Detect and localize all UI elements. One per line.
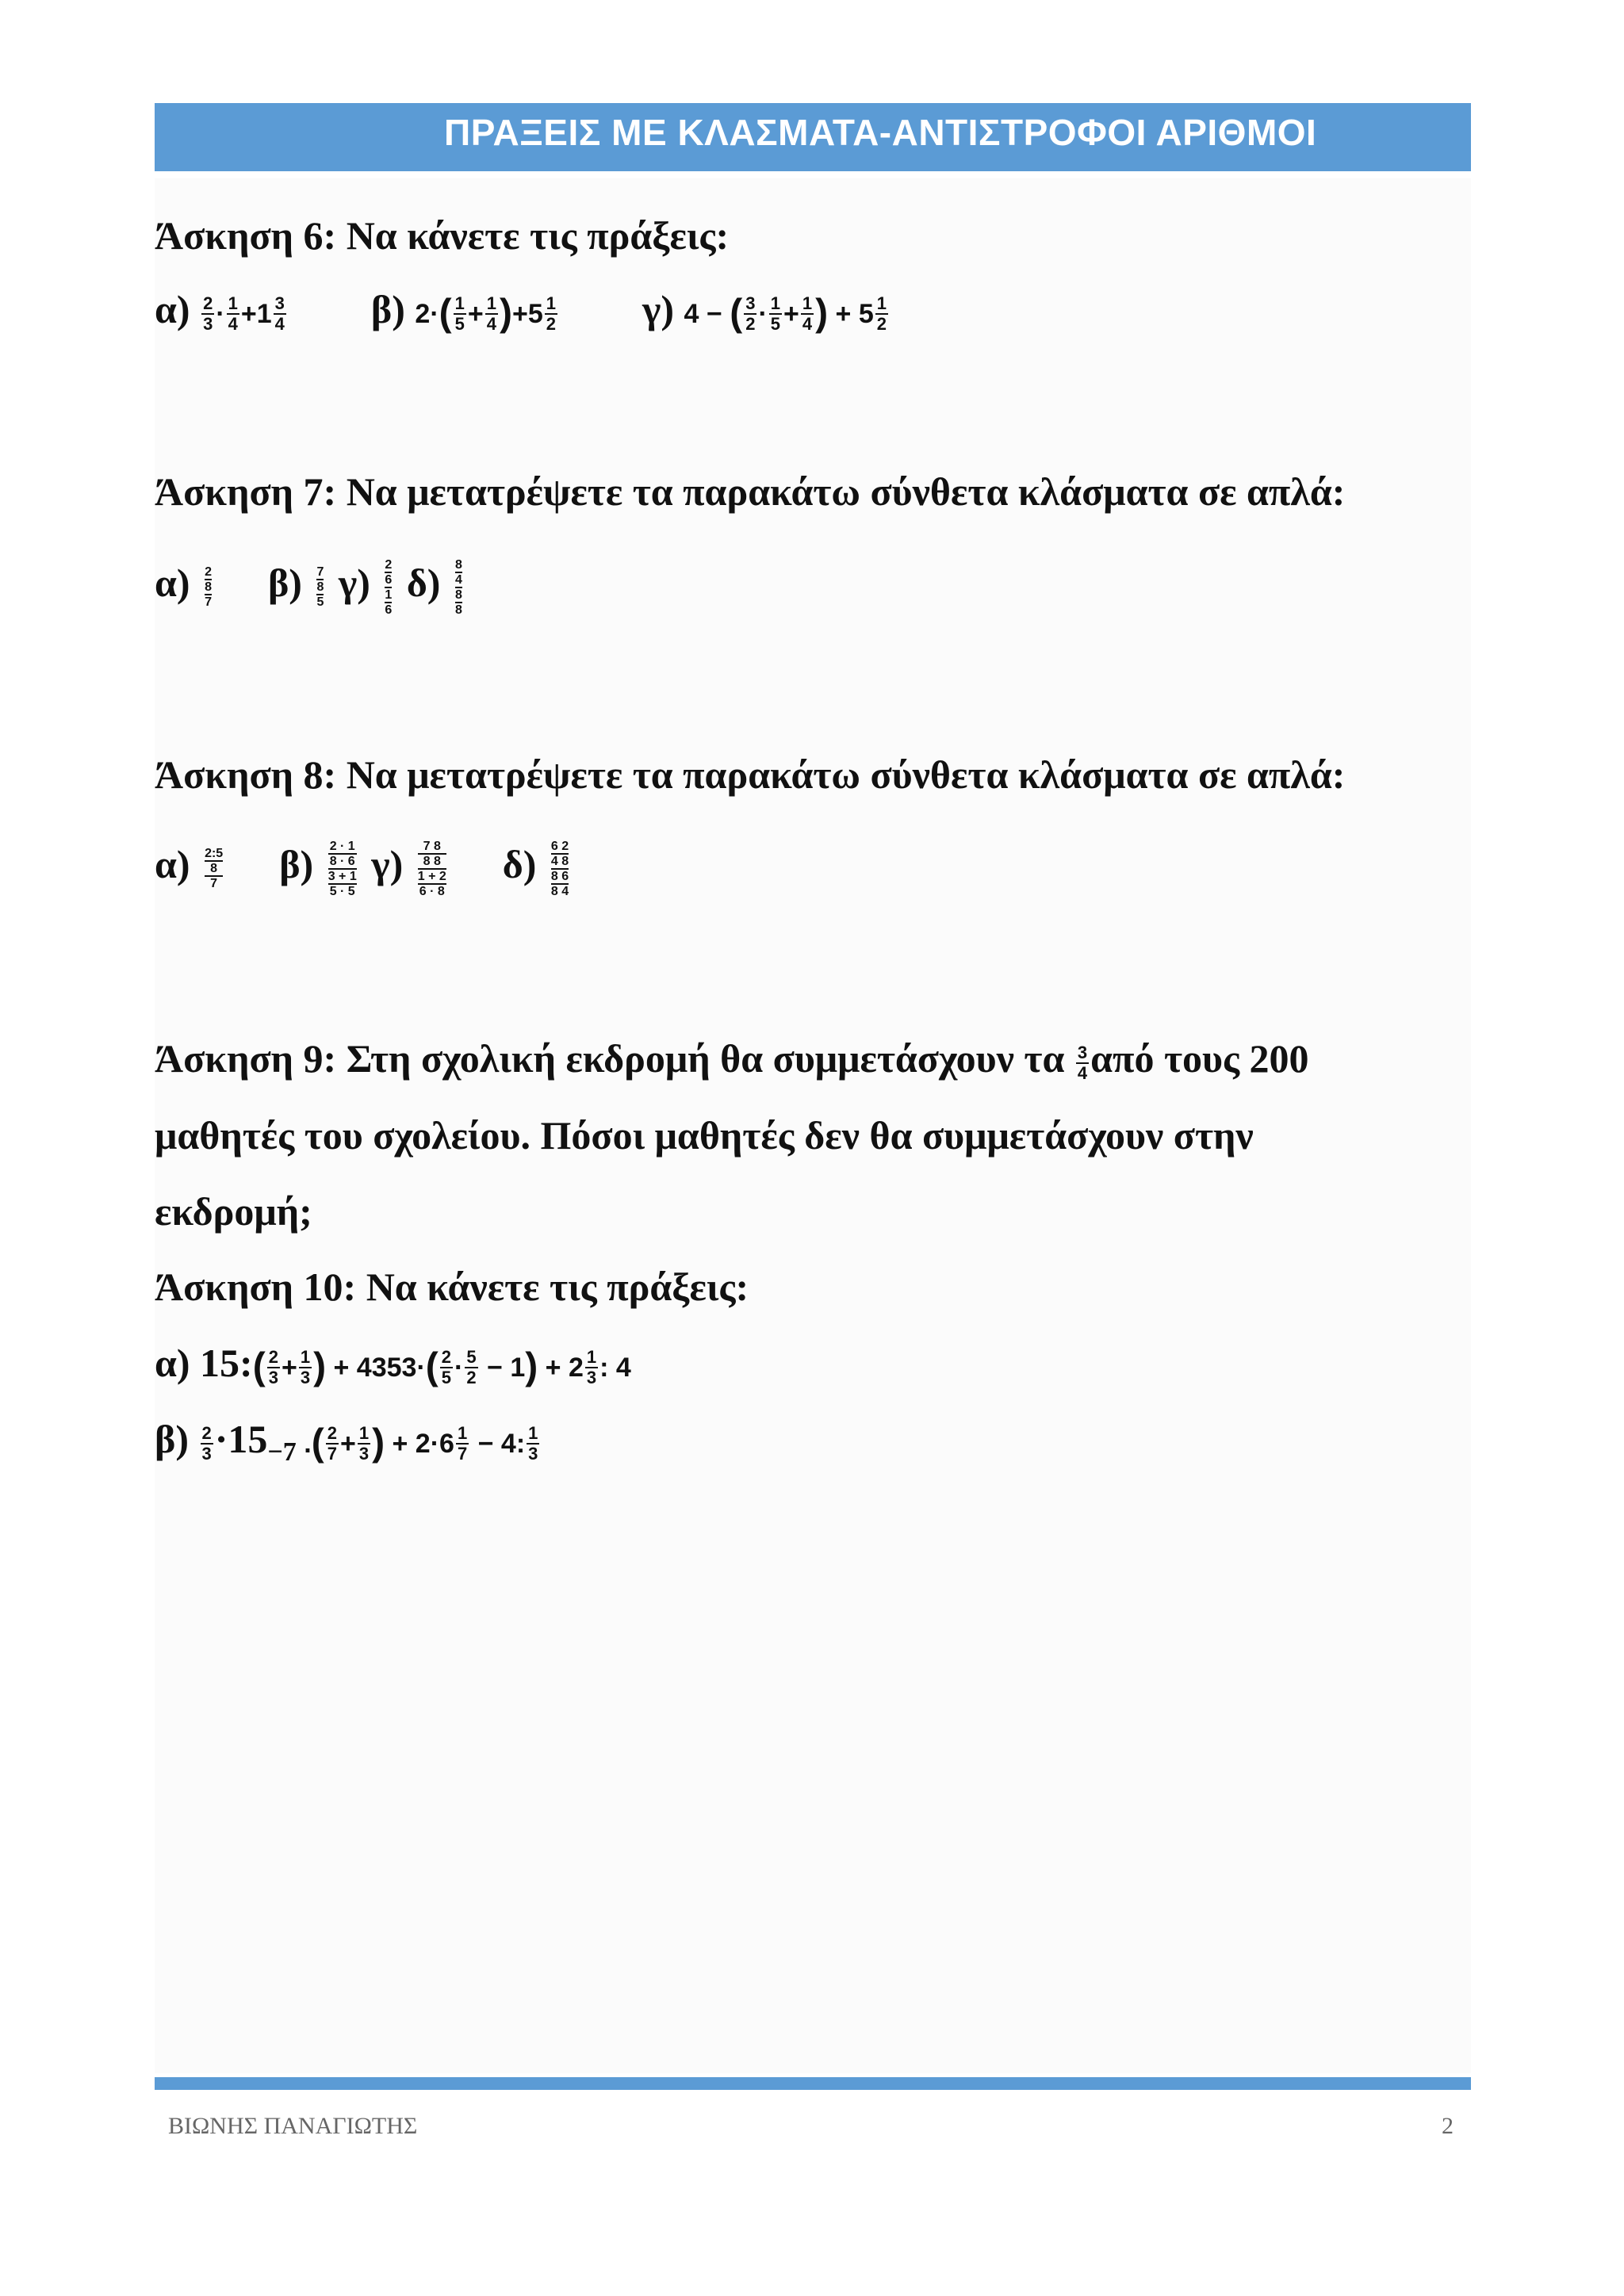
exercise-8-title: Άσκηση 8: Να μετατρέψετε τα παρακάτω σύνθετα κλάσματα σε απλά: [155,752,1346,797]
footer-bar [155,2077,1471,2090]
fraction: $\frac{1}{2}$ [546,293,556,334]
exercise-10-item-b: β) $\frac{2}{3}$ $\cdot 15_{-7}$ .( $\frac{2}{7}$ + $\frac{1}{3}$ ) + 2·6 $\frac{1}{7}$ − 4: $\frac{1}{3}$ [155,1417,538,1467]
fraction: $\frac{1}{5}$ [454,293,465,334]
fraction: $\frac{2}{7}$ [327,1422,337,1464]
fraction: $\frac{2}{3}$ [268,1346,278,1387]
item-c-label: γ) [371,842,404,886]
exercise-6-items: α) $\frac{2}{3}$ · $\frac{1}{4}$ +1 $\frac{3}{4}$ β) 2·( $\frac{1}{5}$ + $\frac{1}{4}$ )+5 $\frac{1}{2}$ γ) 4 − ( $\frac{3}{2}$ · $\frac{1}{5}$ + $\frac{1}{4}$ ) + 5 $\frac{1}{2}$ [155,287,887,335]
item-a-label: α) [155,842,190,886]
fraction: $\frac{3}{4}$ [274,293,285,334]
exercise-9-text: από τους 200 [1090,1036,1309,1081]
exercise-7-title: Άσκηση 7: Να μετατρέψετε τα παρακάτω σύνθετα κλάσματα σε απλά: [155,469,1346,514]
item-b-label: β) [370,287,405,331]
item-a-label: α) [155,561,190,605]
item-a-label: α) [155,287,190,331]
term: ·15 [214,1417,268,1461]
fraction: $\frac{1}{3}$ [528,1422,538,1464]
fraction: $\frac{2}{5}$ [441,1346,451,1387]
exercise-6-title: Άσκηση 6: Να κάνετε τις πράξεις: [155,213,730,258]
complex-fraction: 2:5 8 7 [205,847,224,891]
item-c-label: γ) [642,287,675,331]
complex-fraction: 7 8 8 8 1 + 2 6 · 8 [417,839,446,898]
complex-fraction: 8 4 8 8 [454,557,462,617]
exercise-9-line-2: μαθητές του σχολείου. Πόσοι μαθητές δεν θα συμμετάσχουν στην [155,1113,1254,1158]
fraction: $\frac{1}{3}$ [586,1346,597,1387]
item-c-label: γ) [338,561,370,605]
footer-author: ΒΙΩΝΗΣ ΠΑΝΑΓΙΩΤΗΣ [168,2113,418,2139]
exercise-9-text: Άσκηση 9: Στη σχολική εκδρομή θα συμμετάσχουν τα [155,1036,1074,1081]
exercise-10-title: Άσκηση 10: Να κάνετε τις πράξεις: [155,1265,749,1309]
subscript: −7 [267,1437,297,1467]
fraction: $\frac{1}{4}$ [802,293,813,334]
exercise-10-item-a: α) 15:( $\frac{2}{3}$ + $\frac{1}{3}$ ) + 4353·( $\frac{2}{5}$ · $\frac{5}{2}$ − 1) + 2 $\frac{1}{3}$ : 4 [155,1341,631,1388]
fraction: $\frac{1}{7}$ [457,1422,468,1464]
fraction: $\frac{5}{2}$ [466,1346,477,1387]
exercise-7-items [155,555,467,617]
item-b-label: β) [155,1417,199,1461]
exercise-9-line-1 [155,1031,1309,1086]
page-number: 2 [1442,2113,1454,2139]
item-d-label: δ) [502,842,537,886]
complex-fraction: 2 · 1 8 · 6 3 + 1 5 · 5 [327,839,357,898]
complex-fraction: 2 8 7 [205,565,212,610]
number: 4353 [356,1353,417,1383]
fraction: $\frac{1}{3}$ [358,1422,370,1464]
fraction: $\frac{1}{4}$ [228,293,238,334]
complex-fraction: 7 8 5 [316,565,324,610]
fraction: $\frac{1}{4}$ [486,293,496,334]
item-b-label: β) [279,842,314,886]
fraction: $\frac{2}{3}$ [203,293,213,334]
fraction: $\frac{1}{2}$ [876,293,887,334]
fraction: $\frac{2}{3}$ [201,1422,212,1464]
page-title: ΠΡΑΞΕΙΣ ΜΕ ΚΛΑΣΜΑΤΑ-ΑΝΤΙΣΤΡΟΦΟΙ ΑΡΙΘΜΟΙ [444,112,1317,153]
exercise-8-items [155,836,573,898]
fraction: $\frac{1}{3}$ [300,1346,311,1387]
exercise-9-line-3: εκδρομή; [155,1189,312,1234]
item-d-label: δ) [406,561,441,605]
item-a-label: α) 15: [155,1341,253,1385]
complex-fraction: 2 6 1 6 [385,557,393,617]
complex-fraction: 6 2 4 8 8 6 8 4 [550,839,569,898]
item-b-label: β) [267,561,302,605]
fraction: $\frac{3}{2}$ [745,293,756,334]
fraction: $\frac{1}{5}$ [770,293,781,334]
header-band [155,103,1471,171]
fraction: $\frac{3}{4}$ [1077,1042,1088,1083]
